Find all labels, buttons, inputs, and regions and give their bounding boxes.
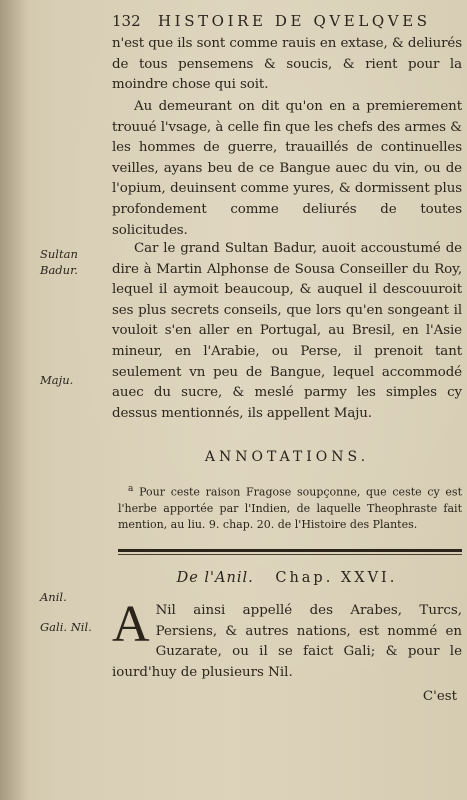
margin-note-gali: Gali. Nil. bbox=[40, 620, 92, 634]
chapter-number: Chap. XXVI. bbox=[275, 570, 398, 586]
margin-note-sultan: Sultan Badur. bbox=[40, 247, 78, 277]
annotation-text bbox=[118, 481, 462, 533]
page-number: 132 bbox=[112, 12, 141, 30]
margin-note-maju: Maju. bbox=[40, 373, 74, 387]
gutter-shadow bbox=[0, 0, 28, 800]
annotation-body: Pour ceste raison Fragose soupçonne, que ceste cy est l'herbe apportée par l'Indien, de laquelle Theophraste fait mention, au liu. 9. chap. 20. de l'Histoire des Plantes. bbox=[118, 485, 462, 531]
margin-note-anil: Anil. bbox=[40, 590, 67, 604]
note-marker: a bbox=[128, 484, 134, 494]
catchword: C'est bbox=[422, 689, 457, 704]
paragraph-1: n'est que ils sont comme rauis en extase, & deliurés de tous pensemens & soucis, & rient pour la moindre chose qui soit. bbox=[112, 36, 462, 93]
chapter-title bbox=[112, 570, 462, 586]
chapter-body bbox=[112, 596, 462, 683]
chapter-title-name: De l'Anil. bbox=[176, 570, 254, 586]
section-rule bbox=[118, 549, 462, 552]
drop-cap: A bbox=[112, 596, 150, 653]
annotations-heading: ANNOTATIONS. bbox=[204, 449, 370, 465]
running-head: HISTOIRE DE QVELQVES bbox=[158, 12, 431, 30]
page-header bbox=[112, 12, 461, 34]
paragraph-2: Au demeurant on dit qu'on en a premierement trouué l'vsage, à celle fin que les chefs des armes & les hommes de guerre, trauaillés de continuelles veilles, ayans beu de ce Bangue auec du vin, ou de l'opium, deuinsent comme yures, & dormissent plus profondement comme deliurés de toutes solicitudes. bbox=[112, 99, 462, 238]
chapter-text: Nil ainsi appellé des Arabes, Turcs, Persiens, & autres nations, est nommé en Guzarate, ou il se faict Gali; & pour le iourd'huy de plusieurs Nil. bbox=[112, 603, 462, 680]
paragraph-3: Car le grand Sultan Badur, auoit accoustumé de dire à Martin Alphonse de Sousa Conseiller du Roy, lequel il aymoit beaucoup, & auquel il descouuroit ses plus secrets conseils, que lors qu'en songeant il vouloit s'en aller en Portugal, au Bresil, en l'Asie mineur, en l'Arabie, ou Perse, il prenoit tant seulement vn peu de Bangue, lequel accommodé auec du sucre, & meslé parmy les simples cy dessus mentionnés, ils appellent Maju. bbox=[112, 241, 462, 421]
section-rule-thin bbox=[118, 554, 462, 555]
